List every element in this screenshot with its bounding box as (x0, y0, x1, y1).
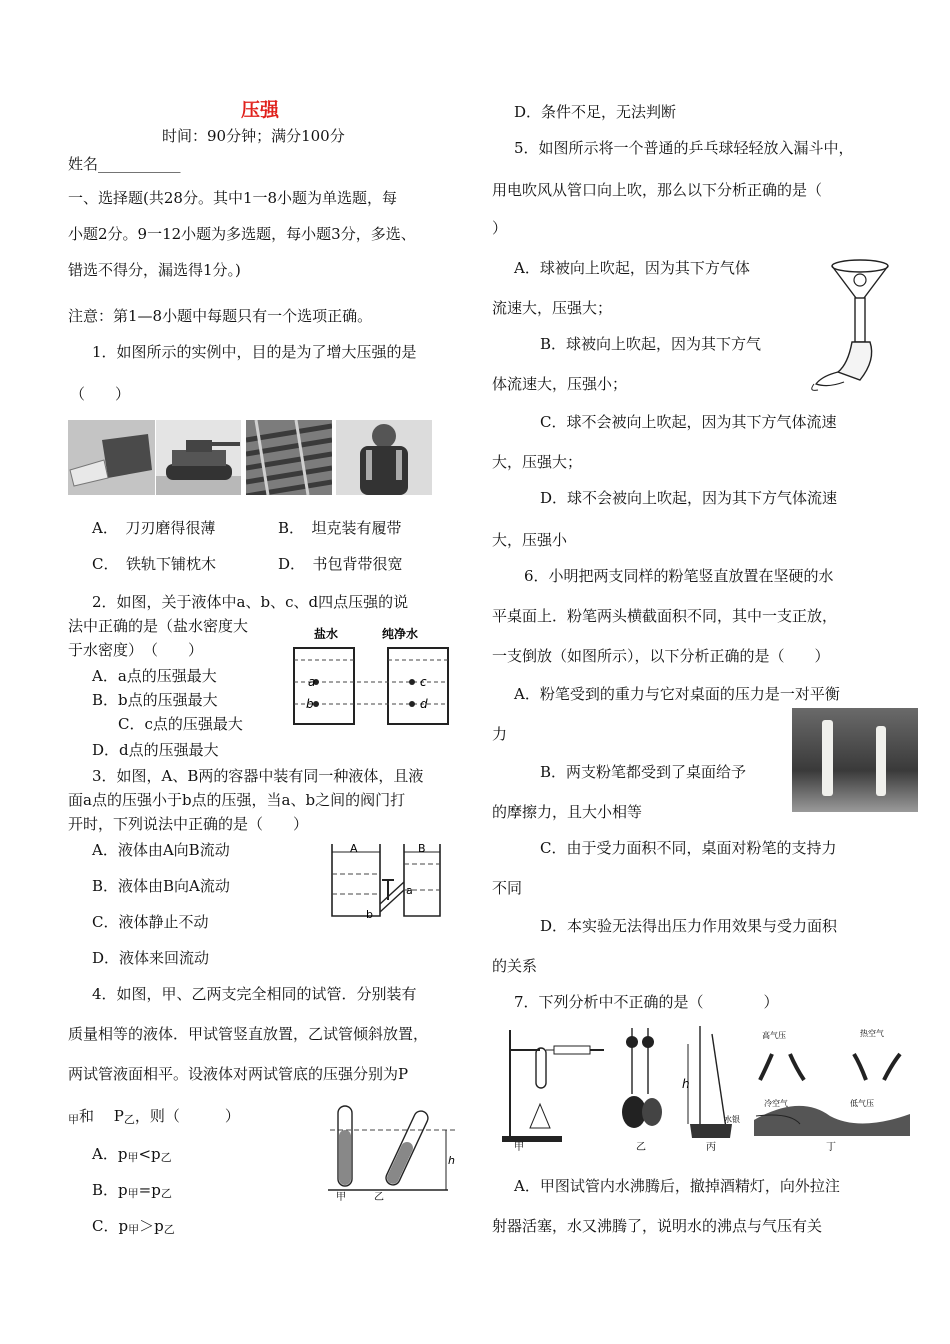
q1-option-c[interactable]: C． 铁轨下铺枕木 (92, 555, 216, 573)
q6-option-d[interactable]: D．本实验无法得出压力作用效果与受力面积 (540, 917, 838, 935)
q5-option-b-cont: 体流速大，压强小； (492, 375, 628, 393)
q7-label-high: 高气压 (762, 1031, 786, 1040)
page-title: 压强 (241, 99, 280, 121)
q7-label-h: h (682, 1077, 690, 1091)
q5-option-c-cont: 大，压强大； (492, 453, 583, 471)
q7-line1: 7．下列分析中不正确的是（ ） (514, 993, 779, 1011)
q4-line1: 4．如图，甲、乙两支完全相同的试管．分别装有 (92, 985, 417, 1003)
q4-label-yi: 乙 (374, 1192, 384, 1202)
q4-option-d[interactable]: D．条件不足，无法判断 (514, 103, 677, 121)
q2-point-a: a (308, 675, 316, 689)
q7-fig-yi (622, 1028, 662, 1128)
q5-option-a[interactable]: A．球被向上吹起，因为其下方气体 (514, 259, 750, 277)
q7-option-a[interactable]: A．甲图试管内水沸腾后，撤掉酒精灯，向外拉注 (514, 1177, 840, 1195)
q2-line2: 法中正确的是（盐水密度大 (68, 617, 249, 635)
section1-note: 注意：第1—8小题中每题只有一个选项正确。 (68, 307, 373, 325)
q4-line4: 甲和 P乙，则（ ） (68, 1107, 240, 1126)
q7-label-low: 低气压 (850, 1099, 874, 1108)
knife-photo (68, 420, 155, 495)
q3-option-a[interactable]: A．液体由A向B流动 (92, 841, 230, 859)
q1-option-b[interactable]: B． 坦克装有履带 (278, 519, 402, 537)
q2-line1: 2．如图，关于液体中a、b、c、d四点压强的说 (92, 593, 409, 611)
section1-line3: 错选不得分，漏选得1分。) (68, 261, 241, 279)
q7-figure (500, 1024, 914, 1154)
q2-line3: 于水密度） （ ） (68, 641, 204, 659)
q3-label-B: B (418, 842, 426, 855)
q1-option-d[interactable]: D． 书包背带很宽 (278, 555, 403, 573)
q5-option-d-cont: 大，压强小 (492, 531, 568, 549)
q1-line1: 1．如图所示的实例中，目的是为了增大压强的是 (92, 343, 417, 361)
schoolbag-photo (336, 420, 432, 495)
q5-funnel-figure (808, 252, 894, 394)
q2-option-a[interactable]: A．a点的压强最大 (92, 667, 217, 685)
q5-line1: 5．如图所示将一个普通的乒乓球轻轻放入漏斗中， (514, 139, 854, 157)
q3-label-A: A (350, 842, 358, 855)
q2-option-c[interactable]: C．c点的压强最大 (118, 715, 243, 733)
q6-option-a[interactable]: A．粉笔受到的重力与它对桌面的压力是一对平衡 (514, 685, 840, 703)
q3-line2: 面a点的压强小于b点的压强，当a、b之间的阀门打 (68, 791, 406, 809)
q7-fig-jia (502, 1030, 604, 1142)
q6-line2: 平桌面上．粉笔两头横截面积不同，其中一支正放， (492, 607, 838, 625)
q7-label-ding: 丁 (826, 1142, 836, 1153)
q4-label-jia: 甲 (336, 1192, 346, 1202)
q4-option-a[interactable]: A．p甲<p乙 (92, 1145, 172, 1164)
q5-option-a-cont: 流速大，压强大； (492, 299, 613, 317)
section1-line1: 一、选择题(共28分。其中1一8小题为单选题，每 (68, 189, 398, 207)
q4-option-c[interactable]: C．p甲＞p乙 (92, 1217, 175, 1236)
q2-label-saltwater: 盐水 (314, 627, 339, 641)
q7-label-cold: 冷空气 (764, 1099, 788, 1108)
chalk-photo (792, 708, 918, 812)
q7-fig-ding (750, 1026, 914, 1136)
q7-label-mercury: 水银 (724, 1115, 740, 1124)
q3-label-b: b (366, 908, 373, 920)
name-field[interactable]: 姓名___________ (68, 155, 181, 173)
q3-option-c[interactable]: C．液体静止不动 (92, 913, 209, 931)
q3-option-d[interactable]: D．液体来回流动 (92, 949, 210, 967)
q7-option-a-cont: 射器活塞，水又沸腾了，说明水的沸点与气压有关 (492, 1217, 823, 1235)
q4-line3: 两试管液面相平。设液体对两试管底的压强分别为P (68, 1065, 409, 1083)
q2-point-b: b (306, 697, 314, 711)
q5-line2: 用电吹风从管口向上吹，那么以下分析正确的是（ (492, 181, 823, 199)
q7-label-hot: 热空气 (860, 1029, 884, 1038)
q7-fig-bing (682, 1026, 740, 1138)
q6-option-b[interactable]: B．两支粉笔都受到了桌面给予 (540, 763, 747, 781)
q5-line3: ） (492, 219, 508, 237)
rail-photo (246, 420, 332, 495)
time-line: 时间：90分钟；满分100分 (162, 127, 345, 145)
q5-option-d[interactable]: D．球不会被向上吹起，因为其下方气体流速 (540, 489, 838, 507)
q2-point-c: c (420, 675, 427, 689)
q3-line3: 开时，下列说法中正确的是（ ） (68, 815, 309, 833)
q6-line1: 6．小明把两支同样的粉笔竖直放置在坚硬的水 (524, 567, 834, 585)
q6-option-b-cont: 的摩擦力，且大小相等 (492, 803, 643, 821)
q3-figure (326, 838, 446, 920)
q4-line2: 质量相等的液体．甲试管竖直放置，乙试管倾斜放置， (68, 1025, 429, 1043)
q2-label-purewater: 纯净水 (382, 627, 419, 641)
q6-option-c-cont: 不同 (492, 879, 523, 897)
q4-label-h: h (448, 1154, 455, 1167)
q1-option-a[interactable]: A． 刀刃磨得很薄 (92, 519, 216, 537)
q2-figure (284, 624, 460, 728)
q3-label-a: a (406, 884, 413, 897)
q3-line1: 3．如图，A、B两的容器中装有同一种液体，且液 (92, 767, 424, 785)
q5-option-c[interactable]: C．球不会被向上吹起，因为其下方气体流速 (540, 413, 837, 431)
q7-label-yi: 乙 (636, 1142, 646, 1153)
q2-option-d[interactable]: D．d点的压强最大 (92, 741, 219, 759)
q6-line3: 一支倒放（如图所示），以下分析正确的是（ ） (492, 647, 830, 665)
q7-label-jia: 甲 (514, 1142, 524, 1153)
q4-figure (328, 1102, 468, 1202)
q4-option-b[interactable]: B．p甲=p乙 (92, 1181, 172, 1200)
q6-option-a-cont: 力 (492, 725, 508, 743)
q6-option-d-cont: 的关系 (492, 957, 538, 975)
q6-option-c[interactable]: C．由于受力面积不同，桌面对粉笔的支持力 (540, 839, 837, 857)
section1-line2: 小题2分。9一12小题为多选题，每小题3分，多选、 (68, 225, 416, 243)
q1-line2: （ ） (70, 385, 131, 403)
q7-label-bing: 丙 (706, 1142, 716, 1153)
q3-option-b[interactable]: B．液体由B向A流动 (92, 877, 230, 895)
q5-option-b[interactable]: B．球被向上吹起，因为其下方气 (540, 335, 762, 353)
q2-option-b[interactable]: B．b点的压强最大 (92, 691, 218, 709)
tank-photo (156, 420, 241, 495)
q2-point-d: d (420, 697, 428, 711)
